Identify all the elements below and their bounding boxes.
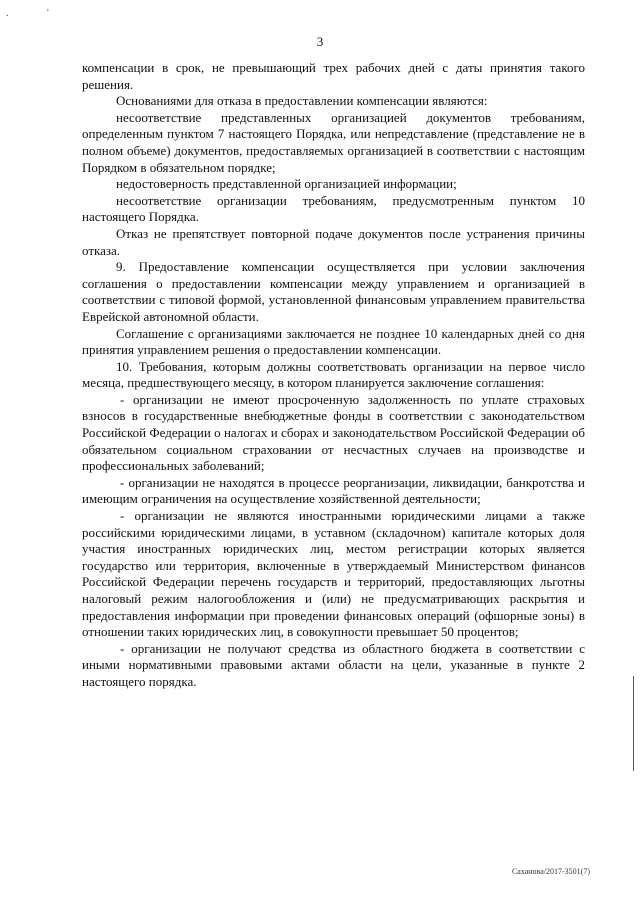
paragraph-section-9: 9. Предоставление компенсации осуществляется при условии заключения соглашения о предоставлении компенсации между управлением и организацией в соответствии с типовой формой, установленной финансовым управлением правительства Еврейской автономной области. — [82, 259, 585, 324]
scan-edge-line — [633, 676, 634, 771]
paragraph-requirement-3: - организации не являются иностранными юридическими лицами а также российскими юридическими лицами, в уставном (складочном) капитале которых доля участия иностранных юридических лиц, местом регистрации которых является государство или территория, включенные в утверждаемый Министерством финансов Российской Федерации перечень государств и территорий, предоставляющих льготны налоговый режим налогообложения и (или) не предусматривающих раскрытия и предоставления информации при проведении финансовых операций (офшорные зоны) в отношении таких юридических лиц, в совокупности превышает 50 процентов; — [82, 508, 585, 640]
footer-reference: Саханова/2017-3501(7) — [511, 867, 590, 876]
paragraph-refusal-item-1: несоответствие представленных организацией документов требованиям, определенным пунктом 7 настоящего Порядка, или непредставление (представление не в полном объеме) документов, предоставляемых организацией в соответствии с настоящим Порядком в обязательном порядке; — [82, 109, 585, 175]
paragraph-requirement-2: - организации не находятся в процессе реорганизации, ликвидации, банкротства и имеющим ограничения на осуществление хозяйственной деятельности; — [82, 474, 585, 507]
paragraph-requirement-1: - организации не имеют просроченную задолженность по уплате страховых взносов в государственные внебюджетные фонды в соответствии с законодательством Российской Федерации о налогах и сборах и законодательством Российской Федерации об обязательном социальном страховании от несчастных случаев на производстве и профессиональных заболеваний; — [82, 391, 585, 474]
document-body — [82, 60, 585, 691]
page-number: 3 — [316, 34, 324, 49]
paragraph-refusal-item-2: недостоверность представленной организацией информации; — [116, 176, 457, 192]
paragraph-requirement-4: - организации не получают средства из областного бюджета в соответствии с иными нормативными правовыми актами области на цели, указанные в пункте 2 настоящего порядка. — [82, 640, 585, 689]
paragraph-agreement-term: Соглашение с организациями заключается не позднее 10 календарных дней со дня принятия управлением решения о предоставлении компенсации. — [82, 325, 585, 358]
paragraph-continuation: компенсации в срок, не превышающий трех рабочих дней с даты принятия такого решения. — [82, 60, 585, 92]
paragraph-refusal-note: Отказ не препятствует повторной подаче документов после устранения причины отказа. — [82, 225, 585, 258]
paragraph-refusal-grounds: Основаниями для отказа в предоставлении компенсации являются: — [116, 93, 488, 109]
paragraph-section-10: 10. Требования, которым должны соответствовать организации на первое число месяца, предшествующего месяцу, в котором планируется заключение соглашения: — [82, 358, 585, 391]
paragraph-refusal-item-3: несоответствие организации требованиям, предусмотренным пунктом 10 настоящего Порядка. — [82, 192, 585, 225]
scan-corner-marks: . ' — [6, 8, 67, 19]
